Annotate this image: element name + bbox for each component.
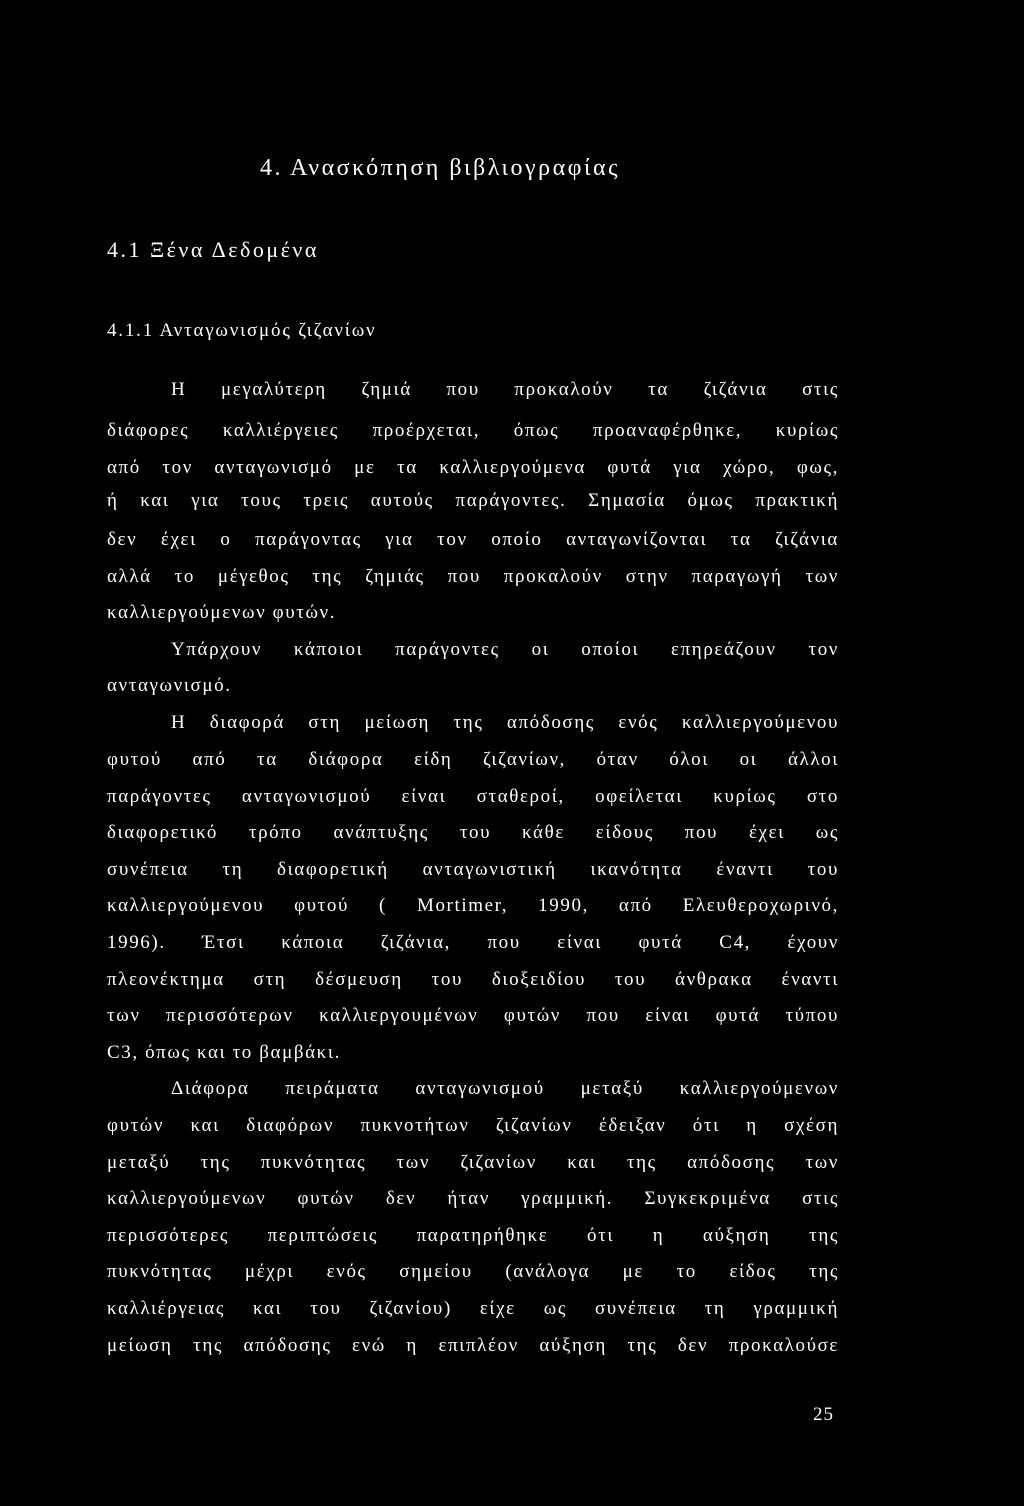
chapter-heading: 4. Ανασκόπηση βιβλιογραφίας — [260, 155, 621, 181]
text-line: δεν έχει ο παράγοντας για τον οποίο ανταγωνίζονται τα ζιζάνια — [107, 529, 839, 550]
page-number: 25 — [813, 1404, 834, 1425]
text-line: διαφορετικό τρόπο ανάπτυξης του κάθε είδους που έχει ως — [107, 822, 839, 843]
text-line: Υπάρχουν κάποιοι παράγοντες οι οποίοι επηρεάζουν τον — [171, 639, 839, 660]
text-line: συνέπεια τη διαφορετική ανταγωνιστική ικανότητα έναντι του — [107, 859, 839, 880]
text-line: παράγοντες ανταγωνισμού είναι σταθεροί, οφείλεται κυρίως στο — [107, 786, 839, 807]
text-line: διάφορες καλλιέργειες προέρχεται, όπως προαναφέρθηκε, κυρίως — [107, 420, 839, 441]
text-line: πλεονέκτημα στη δέσμευση του διοξειδίου του άνθρακα έναντι — [107, 969, 839, 990]
text-line: αλλά το μέγεθος της ζημιάς που προκαλούν στην παραγωγή των — [107, 566, 839, 587]
text-line: περισσότερες περιπτώσεις παρατηρήθηκε ότι η αύξηση της — [107, 1225, 839, 1246]
text-line: Η διαφορά στη μείωση της απόδοσης ενός καλλιεργούμενου — [171, 712, 839, 733]
text-line: Διάφορα πειράματα ανταγωνισμού μεταξύ καλλιεργούμενων — [171, 1078, 839, 1099]
text-line: από τον ανταγωνισμό με τα καλλιεργούμενα φυτά για χώρο, φως, — [107, 457, 839, 478]
text-line: μείωση της απόδοσης ενώ η επιπλέον αύξηση της δεν προκαλούσε — [107, 1335, 839, 1356]
subsection-heading: 4.1.1 Ανταγωνισμός ζιζανίων — [107, 320, 377, 341]
text-line: φυτών και διαφόρων πυκνοτήτων ζιζανίων έδειξαν ότι η σχέση — [107, 1115, 839, 1136]
text-line: Η μεγαλύτερη ζημιά που προκαλούν τα ζιζάνια στις — [171, 379, 839, 400]
text-line: φυτού από τα διάφορα είδη ζιζανίων, όταν όλοι οι άλλοι — [107, 749, 839, 770]
text-line: καλλιεργούμενου φυτού ( Mortimer, 1990, από Ελευθεροχωρινό, — [107, 895, 839, 916]
text-line: C3, όπως και το βαμβάκι. — [107, 1042, 341, 1063]
text-line: πυκνότητας μέχρι ενός σημείου (ανάλογα με το είδος της — [107, 1261, 839, 1282]
text-line: των περισσότερων καλλιεργουμένων φυτών που είναι φυτά τύπου — [107, 1005, 839, 1026]
text-line: καλλιεργούμενων φυτών. — [107, 602, 337, 623]
text-line: καλλιέργειας και του ζιζανίου) είχε ως συνέπεια τη γραμμική — [107, 1298, 839, 1319]
text-line: ή και για τους τρεις αυτούς παράγοντες. Σημασία όμως πρακτική — [107, 490, 839, 511]
section-heading: 4.1 Ξένα Δεδομένα — [107, 237, 319, 262]
text-line: 1996). Έτσι κάποια ζιζάνια, που είναι φυτά C4, έχουν — [107, 932, 839, 953]
text-line: μεταξύ της πυκνότητας των ζιζανίων και της απόδοσης των — [107, 1152, 839, 1173]
text-line: ανταγωνισμό. — [107, 675, 232, 696]
text-line: καλλιεργούμενων φυτών δεν ήταν γραμμική. Συγκεκριμένα στις — [107, 1188, 839, 1209]
